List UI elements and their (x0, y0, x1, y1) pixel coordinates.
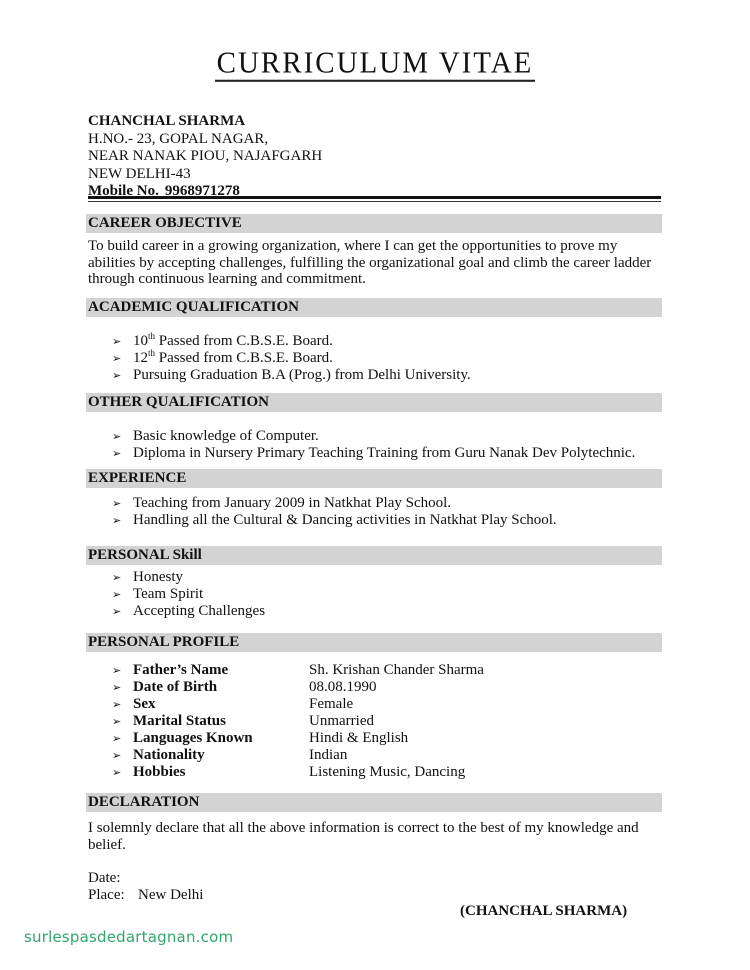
list-item: ➢ 10th Passed from C.B.S.E. Board. (112, 331, 333, 349)
list-item: ➢ 12th Passed from C.B.S.E. Board. (112, 348, 333, 366)
arrow-bullet-icon: ➢ (112, 447, 122, 460)
document-title (0, 47, 750, 81)
profile-value: Sh. Krishan Chander Sharma (309, 662, 484, 678)
section-heading-declaration: DECLARATION (86, 793, 662, 812)
other-qualification-list (112, 428, 635, 462)
profile-row-nationality (112, 747, 484, 764)
signature-name: (CHANCHAL SHARMA) (460, 903, 628, 919)
profile-value: Unmarried (309, 713, 374, 729)
date-line (88, 870, 203, 887)
contact-divider-thick (88, 196, 661, 199)
list-item: ➢ Diploma in Nursery Primary Teaching Training from Guru Nanak Dev Polytechnic. (112, 445, 636, 461)
arrow-bullet-icon: ➢ (112, 571, 122, 584)
place-label: Place: (88, 887, 125, 903)
section-heading-academic-qualification: ACADEMIC QUALIFICATION (86, 298, 662, 317)
arrow-bullet-icon: ➢ (112, 335, 122, 348)
mobile-label: Mobile No. (88, 183, 159, 199)
personal-skill-list (112, 569, 265, 620)
watermark-text: surlespasdedartagnan.com (24, 928, 234, 946)
arrow-bullet-icon: ➢ (112, 352, 122, 365)
list-item: ➢ Handling all the Cultural & Dancing activities in Natkhat Play School. (112, 512, 557, 528)
section-heading-personal-skill: PERSONAL Skill (86, 546, 662, 565)
profile-row-marital-status (112, 713, 484, 730)
arrow-bullet-icon: ➢ (112, 605, 122, 618)
list-item: ➢ Teaching from January 2009 in Natkhat Play School. (112, 495, 452, 511)
arrow-bullet-icon: ➢ (112, 732, 122, 745)
profile-row-date-of-birth (112, 679, 484, 696)
profile-row-languages-known (112, 730, 484, 747)
address-line-2: NEAR NANAK PIOU, NAJAFGARH (88, 148, 323, 164)
arrow-bullet-icon: ➢ (112, 749, 122, 762)
arrow-bullet-icon: ➢ (112, 698, 122, 711)
profile-label: Nationality (133, 747, 205, 763)
experience-list (112, 495, 557, 529)
place-value: New Delhi (138, 887, 204, 903)
profile-label: Languages Known (133, 730, 253, 746)
arrow-bullet-icon: ➢ (112, 369, 122, 382)
academic-qualification-list (112, 333, 471, 384)
career-objective-text: To build career in a growing organization, where I can get the opportunities to prove my abilities by accepting challenges, fulfilling the organizational goal and climb the career ladder through continuous learning and commitment. (88, 238, 652, 287)
address-line-1: H.NO.- 23, GOPAL NAGAR, (88, 130, 269, 147)
profile-value: 08.08.1990 (309, 679, 377, 695)
section-heading-experience: EXPERIENCE (86, 469, 662, 488)
list-item: ➢ Honesty (112, 569, 183, 585)
profile-value: Female (309, 696, 354, 712)
section-heading-career-objective: CAREER OBJECTIVE (86, 214, 662, 233)
arrow-bullet-icon: ➢ (112, 497, 122, 510)
profile-value: Listening Music, Dancing (309, 764, 466, 780)
list-item: ➢ Team Spirit (112, 586, 204, 602)
profile-label: Hobbies (133, 764, 186, 780)
date-place-block (88, 870, 203, 904)
document-title-text: CURRICULUM VITAE (215, 47, 536, 82)
profile-label: Father’s Name (133, 662, 229, 678)
profile-row-fathers-name (112, 662, 484, 679)
arrow-bullet-icon: ➢ (112, 681, 122, 694)
arrow-bullet-icon: ➢ (112, 715, 122, 728)
list-item: ➢ Pursuing Graduation B.A (Prog.) from Delhi University. (112, 367, 471, 383)
profile-row-sex (112, 696, 484, 713)
arrow-bullet-icon: ➢ (112, 430, 122, 443)
arrow-bullet-icon: ➢ (112, 588, 122, 601)
applicant-name: CHANCHAL SHARMA (88, 113, 246, 129)
section-heading-personal-profile: PERSONAL PROFILE (86, 633, 662, 652)
place-line (88, 887, 203, 904)
profile-label: Date of Birth (133, 679, 218, 695)
date-label: Date: (88, 870, 121, 886)
list-item: ➢ Accepting Challenges (112, 603, 266, 619)
arrow-bullet-icon: ➢ (112, 766, 122, 779)
profile-label: Sex (133, 696, 156, 712)
profile-label: Marital Status (133, 713, 226, 729)
contact-divider-thin (88, 201, 661, 202)
profile-value: Hindi & English (309, 730, 409, 746)
list-item: ➢ Basic knowledge of Computer. (112, 428, 319, 444)
arrow-bullet-icon: ➢ (112, 664, 122, 677)
declaration-text: I solemnly declare that all the above information is correct to the best of my knowledge and belief. (88, 820, 639, 853)
arrow-bullet-icon: ➢ (112, 514, 122, 527)
mobile-number: 9968971278 (164, 183, 240, 199)
section-heading-other-qualification: OTHER QUALIFICATION (86, 393, 662, 412)
contact-block (88, 113, 322, 201)
profile-value: Indian (309, 747, 348, 763)
profile-row-hobbies (112, 764, 484, 781)
personal-profile-list (112, 662, 484, 781)
address-line-3: NEW DELHI-43 (88, 165, 191, 182)
